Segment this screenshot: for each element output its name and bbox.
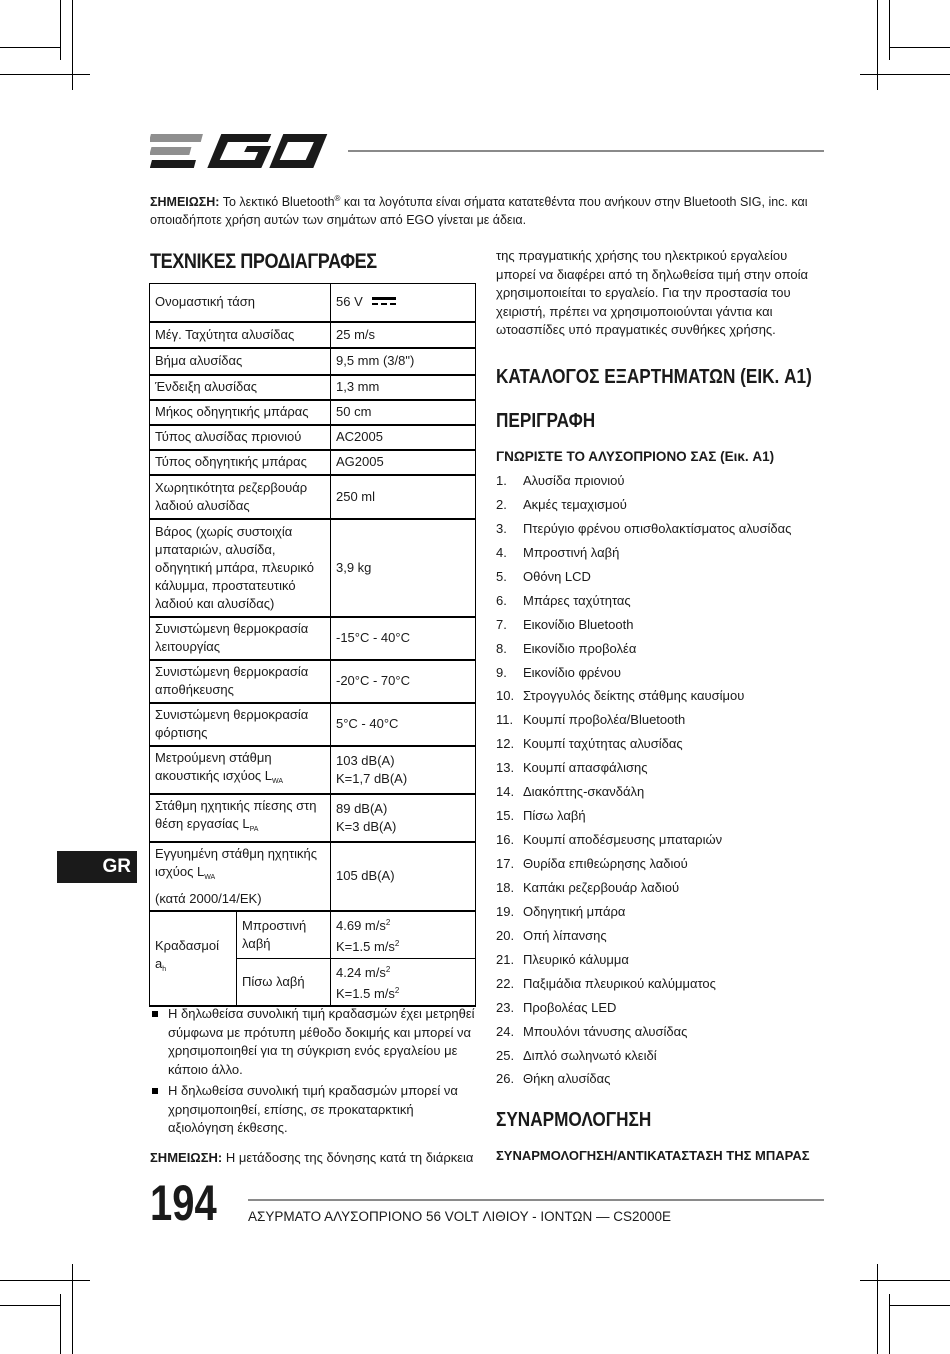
item-number: 1. [496,473,507,488]
item-number: 10. [496,688,515,704]
crop-mark [877,1264,878,1354]
vibration-note-continued: της πραγματικής χρήσης του ηλεκτρικού εργαλείου μπορεί να διαφέρει από τη δηλωθείσα τιμή στην οποία χρησιμοποιείται το εργαλείο. Για την προστασία του χειριστή, πρέπει να χρησιμοποιούνται γάντια και ωτοασπίδες υπό πραγματικές συνθήκες χρήσης. [496,248,808,337]
item-label: Προβολέας LED [523,999,617,1015]
item-label: Πίσω λαβή [523,808,586,824]
item-label: Κουμπί αποδέσμευσης μπαταριών [523,832,723,848]
spec-row [150,660,476,703]
catalog-heading: ΚΑΤΑΛΟΓΟΣ ΕΞΑΡΤΗΜΑΤΩΝ (ΕΙΚ. A1) [496,366,812,388]
item-label: Ακμές τεμαχισμού [523,496,627,512]
spec-value: 9,5 mm (3/8") [331,348,476,375]
specs-heading: ΤΕΧΝΙΚΕΣ ΠΡΟΔΙΑΓΡΑΦΕΣ [150,250,377,273]
spec-value: AC2005 [331,425,476,450]
superscript: 2 [385,964,391,974]
header-rule [348,150,824,152]
spec-label: Τύπος οδηγητικής μπάρας [150,450,331,475]
dc-voltage-icon [372,295,396,307]
spec-label: Ονομαστική τάση [150,284,331,322]
spec-row [150,375,476,400]
spec-value: 250 ml [331,475,476,519]
crop-mark [889,1294,890,1354]
spec-value: AG2005 [331,450,476,475]
guaranteed-label: Εγγυημένη στάθμη ηχητικής ισχύος L [155,845,317,879]
spec-label: Μέγ. Ταχύτητα αλυσίδας [150,322,331,348]
list-item [496,734,826,758]
list-item [496,1069,826,1093]
note-text: Η μετάδοσης της δόνησης κατά τη διάρκεια [222,1150,474,1165]
spec-value [331,958,476,1006]
vibration-title: Κραδασμοί [155,938,219,953]
footer-rule [248,1199,824,1201]
item-label: Οπή λίπανσης [523,927,607,943]
spec-row [150,746,476,794]
list-item [496,878,826,902]
list-item [496,782,826,806]
list-item [496,567,826,591]
item-number: 21. [496,951,515,967]
crop-mark [0,47,60,48]
spec-row [150,911,476,959]
crop-mark [860,74,950,75]
spec-row [150,450,476,475]
list-item [496,639,826,663]
rear-handle-label: Πίσω λαβή [237,958,331,1006]
know-your-saw-heading: ΓΝΩΡΙΣΤΕ ΤΟ ΑΛΥΣΟΠΡΙΟΝΟ ΣΑΣ (Εικ. A1) [496,449,775,464]
spec-value: -20°C - 70°C [331,660,476,703]
rear-vibration-value: 4.24 m/s [336,964,386,980]
front-vibration-uncertainty: K=1.5 m/s [336,938,395,954]
noise-power-value: 103 dB(A) [336,752,395,768]
item-label: Εικονίδιο Bluetooth [523,616,634,632]
list-item [496,902,826,926]
noise-pressure-label: Στάθμη ηχητικής πίεσης στη θέση εργασίας L [155,797,317,831]
crop-mark [890,47,950,48]
item-label: Εικονίδιο προβολέα [523,640,637,656]
voltage-value: 56 V [336,294,363,310]
vibration-symbol: a [155,956,163,971]
item-label: Θυρίδα επιθεώρησης λαδιού [523,856,688,871]
item-label: Αλυσίδα πριονιού [523,473,625,488]
spec-value [331,911,476,959]
list-item [496,854,826,878]
rear-vibration-uncertainty: K=1.5 m/s [336,985,395,1001]
item-label: Στρογγυλός δείκτης στάθμης καυσίμου [523,688,745,704]
spec-label [150,746,331,794]
spec-label: Μήκος οδηγητικής μπάρας [150,400,331,425]
item-label: Οθόνη LCD [523,568,591,584]
assembly-heading: ΣΥΝΑΡΜΟΛΟΓΗΣΗ [496,1109,652,1131]
list-item: Η δηλωθείσα συνολική τιμή κραδασμών μπορεί να χρησιμοποιηθεί, επίσης, σε προκαταρκτική αξιολόγηση έκθεσης. [150,1082,480,1138]
ego-logo [150,130,330,172]
item-number: 20. [496,927,515,943]
crop-mark [860,1280,950,1281]
item-number: 4. [496,544,507,560]
footer-title: ΑΣΥΡΜΑΤΟ ΑΛΥΣΟΠΡΙΟΝΟ 56 VOLT ΛΙΘΙΟΥ - ΙΟΝΤΩΝ — CS2000E [248,1209,672,1224]
front-handle-label: Μπροστινή λαβή [237,911,331,959]
spec-value [331,284,476,322]
spec-value: 105 dB(A) [331,842,476,911]
note-text: και τα λογότυπα είναι σήματα κατατεθέντα που ανήκουν στην Bluetooth SIG, inc. και οποιαδήποτε χρήση αυτών των σημάτων από EGO γίνεται με άδεια. [150,195,808,227]
spec-row [150,400,476,425]
spec-row [150,348,476,375]
language-tab [57,851,137,883]
list-item [496,495,826,519]
superscript: 2 [394,938,400,948]
list-item [496,686,826,710]
item-number: 11. [496,712,514,728]
list-item [496,998,826,1022]
parts-list [496,471,826,1093]
item-label: Κουμπί ταχύτητας αλυσίδας [523,736,683,752]
spec-value [331,746,476,794]
item-number: 16. [496,832,515,848]
item-number: 2. [496,496,507,512]
item-number: 6. [496,592,507,608]
spec-value: 1,3 mm [331,375,476,400]
spec-value: -15°C - 40°C [331,617,476,660]
item-label: Παξιμάδια πλευρικού καλύμματος [523,975,716,991]
noise-power-uncertainty: K=1,7 dB(A) [336,770,408,786]
item-number: 9. [496,664,507,680]
language-code: GR [102,856,131,877]
item-number: 12. [496,736,515,752]
bluetooth-note [150,190,830,229]
guaranteed-directive: (κατά 2000/14/ΕΚ) [155,890,262,906]
item-number: 18. [496,879,515,895]
crop-mark [890,1305,950,1306]
spec-row [150,425,476,450]
subscript: h [162,966,167,973]
list-item [496,926,826,950]
subscript: WA [204,873,216,881]
spec-value [331,794,476,842]
superscript: 2 [385,917,391,927]
vibration-notes [150,1005,480,1141]
spec-label: Συνιστώμενη θερμοκρασία λειτουργίας [150,617,331,660]
item-number: 7. [496,616,507,632]
note-label: ΣΗΜΕΙΩΣΗ: [150,1150,223,1165]
spec-row [150,284,476,322]
item-label: Μπάρες ταχύτητας [523,592,631,608]
crop-mark [72,1264,73,1354]
list-item [496,1046,826,1070]
list-item [496,615,826,639]
item-number: 13. [496,760,515,776]
item-label: Εικονίδιο φρένου [523,664,621,680]
item-number: 24. [496,1023,515,1039]
spec-label: Ένδειξη αλυσίδας [150,375,331,400]
crop-mark [0,1280,90,1281]
note-label: ΣΗΜΕΙΩΣΗ: [150,195,220,209]
crop-mark [0,1305,60,1306]
list-item [496,543,826,567]
item-number: 23. [496,999,515,1015]
crop-mark [0,74,90,75]
item-label: Θήκη αλυσίδας [523,1071,611,1087]
item-number: 22. [496,975,515,991]
superscript: 2 [394,985,400,995]
list-item [496,591,826,615]
spec-row [150,703,476,746]
item-label: Κουμπί απασφάλισης [523,760,648,776]
spec-label [150,794,331,842]
vibration-note [150,1149,480,1167]
list-item [496,950,826,974]
spec-value: 3,9 kg [331,519,476,617]
item-label: Μπουλόνι τάνυσης αλυσίδας [523,1023,688,1039]
spec-label: Τύπος αλυσίδας πριονιού [150,425,331,450]
spec-row [150,322,476,348]
list-item [496,830,826,854]
crop-mark [72,0,73,90]
noise-pressure-value: 89 dB(A) [336,800,388,816]
item-number: 5. [496,568,507,584]
list-item [496,758,826,782]
item-number: 8. [496,640,507,656]
spec-value: 50 cm [331,400,476,425]
note-text: Το λεκτικό Bluetooth [219,195,335,209]
list-item [496,974,826,998]
spec-value: 25 m/s [331,322,476,348]
item-label: Μπροστινή λαβή [523,544,620,560]
item-label: Πλευρικό κάλυμμα [523,951,629,967]
subscript: PA [249,825,259,833]
item-label: Διπλό σωληνωτό κλειδί [523,1047,657,1063]
list-item [496,710,826,734]
item-number: 15. [496,808,515,824]
spec-row [150,842,476,911]
spec-label: Συνιστώμενη θερμοκρασία αποθήκευσης [150,660,331,703]
list-item [496,663,826,687]
item-label: Κουμπί προβολέα/Bluetooth [523,712,686,728]
crop-mark [60,1294,61,1354]
noise-power-label: Μετρούμενη στάθμη ακουστικής ισχύος L [155,749,273,783]
spec-row [150,475,476,519]
front-vibration-value: 4.69 m/s [336,917,386,933]
crop-mark [60,0,61,60]
spec-row [150,519,476,617]
spec-row [150,794,476,842]
bar-assembly-subheading: ΣΥΝΑΡΜΟΛΟΓΗΣΗ/ΑΝΤΙΚΑΤΑΣΤΑΣΗ ΤΗΣ ΜΠΑΡΑΣ [496,1148,810,1163]
item-number: 25. [496,1047,515,1063]
page-number: 194 [150,1175,217,1231]
spec-label: Συνιστώμενη θερμοκρασία φόρτισης [150,703,331,746]
item-label: Οδηγητική μπάρα [523,903,626,919]
list-item [496,806,826,830]
specs-table [149,283,476,1007]
spec-value: 5°C - 40°C [331,703,476,746]
spec-label: Βάρος (χωρίς συστοιχία μπαταριών, αλυσίδα, οδηγητική μπάρα, πλευρικό κάλυμμα, προστατευτικό λαδιού και αλυσίδας) [150,519,331,617]
registered-mark: ® [334,194,341,203]
list-item [496,1022,826,1046]
item-label: Διακόπτης-σκανδάλη [523,784,645,800]
vibration-label [150,911,237,1006]
item-label: Καπάκι ρεζερβουάρ λαδιού [523,879,680,895]
item-number: 19. [496,903,515,919]
item-number: 14. [496,784,515,800]
crop-mark [889,0,890,60]
list-item [496,471,826,495]
noise-pressure-uncertainty: K=3 dB(A) [336,818,397,834]
subscript: WA [272,777,284,785]
description-heading: ΠΕΡΙΓΡΑΦΗ [496,410,596,432]
item-number: 26. [496,1071,515,1087]
spec-label: Βήμα αλυσίδας [150,348,331,375]
list-item [496,519,826,543]
spec-label [150,842,331,911]
item-label: Πτερύγιο φρένου οπισθολακτίσματος αλυσίδας [523,520,792,536]
crop-mark [877,0,878,90]
item-number: 17. [496,856,515,871]
spec-label: Χωρητικότητα ρεζερβουάρ λαδιού αλυσίδας [150,475,331,519]
item-number: 3. [496,520,507,536]
spec-row [150,617,476,660]
list-item: Η δηλωθείσα συνολική τιμή κραδασμών έχει μετρηθεί σύμφωνα με πρότυπη μέθοδο δοκιμής και μπορεί να χρησιμοποιηθεί για τη σύγκριση ενός εργαλείου με κάποιο άλλο. [150,1005,480,1079]
